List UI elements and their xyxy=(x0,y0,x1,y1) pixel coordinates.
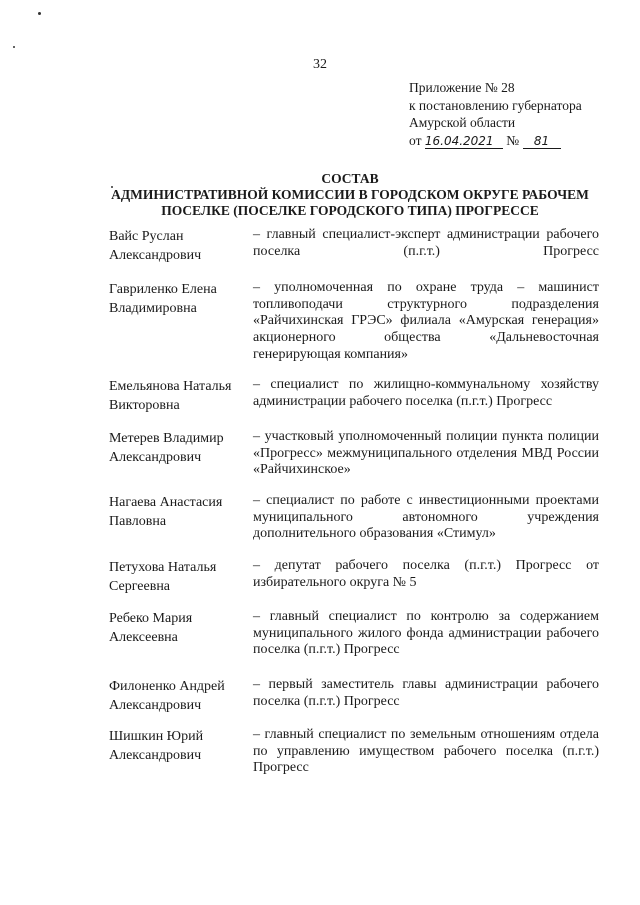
member-name-line: Александрович xyxy=(109,748,202,763)
member-name-line: Ребеко Мария xyxy=(109,611,193,626)
date-prefix: от xyxy=(409,132,422,148)
member-position: – главный специалист-эксперт администрации рабочего поселка (п.г.т.) Прогресс xyxy=(253,227,599,259)
appendix-date-line xyxy=(409,132,582,150)
member-name-line: Шишкин Юрий xyxy=(109,729,204,744)
member-position: – первый заместитель главы администрации рабочего поселка (п.г.т.) Прогресс xyxy=(253,677,599,709)
member-position: – специалист по работе с инвестиционными проектами муниципального автономного учреждения дополнительного образования «Стимул» xyxy=(253,493,599,542)
member-name-line: Нагаева Анастасия xyxy=(109,495,223,510)
member-name-line: Александрович xyxy=(109,698,202,713)
title-line-3: ПОСЕЛКЕ (ПОСЕЛКЕ ГОРОДСКОГО ТИПА) ПРОГРЕССЕ xyxy=(161,203,539,218)
member-position: – уполномоченная по охране труда – машинист топливоподачи структурного подразделения «Райчихинская ГРЭС» филиала «Амурская генерация» акционерного общества «Дальневосточная генерирующая компания» xyxy=(253,280,599,362)
member-name xyxy=(109,429,249,467)
member-position: – депутат рабочего поселка (п.г.т.) Прогресс от избирательного округа № 5 xyxy=(253,558,599,590)
member-name xyxy=(109,558,249,596)
member-position: – главный специалист по контролю за содержанием муниципального жилого фонда администрации рабочего поселка (п.г.т.) Прогресс xyxy=(253,609,599,658)
member-name-line: Гавриленко Елена xyxy=(109,282,217,297)
member-name-line: Алексеевна xyxy=(109,630,178,645)
appendix-line-2: к постановлению губернатора xyxy=(409,97,582,113)
member-name xyxy=(109,609,249,647)
member-name-line: Владимировна xyxy=(109,301,197,316)
member-name-line: Викторовна xyxy=(109,398,180,413)
member-position: – главный специалист по земельным отношениям отдела по управлению имуществом рабочего поселка (п.г.т.) Прогресс xyxy=(253,727,599,776)
scan-speck xyxy=(38,12,41,15)
member-name-line: Емельянова Наталья xyxy=(109,379,232,394)
number-label: № xyxy=(506,132,520,148)
member-name-line: Павловна xyxy=(109,514,167,529)
member-name xyxy=(109,677,249,715)
member-name xyxy=(109,727,249,765)
member-name xyxy=(109,377,249,415)
member-name-line: Александрович xyxy=(109,248,202,263)
title-line-1: СОСТАВ xyxy=(321,171,379,186)
member-name-line: Сергеевна xyxy=(109,579,171,594)
member-name-line: Филоненко Андрей xyxy=(109,679,225,694)
member-name-line: Вайс Руслан xyxy=(109,229,184,244)
title-line-2: АДМИНИСТРАТИВНОЙ КОМИССИИ В ГОРОДСКОМ ОКРУГЕ РАБОЧЕМ xyxy=(111,187,589,202)
member-name-line: Метерев Владимир xyxy=(109,431,224,446)
member-position: – специалист по жилищно-коммунальному хозяйству администрации рабочего поселка (п.г.т.) Прогресс xyxy=(253,377,599,409)
document-title xyxy=(60,171,640,219)
handwritten-number: 81 xyxy=(523,134,561,149)
appendix-line-1: Приложение № 28 xyxy=(409,80,515,95)
member-name-line: Александрович xyxy=(109,450,202,465)
page-number: 32 xyxy=(313,57,327,72)
member-name xyxy=(109,493,249,531)
member-name xyxy=(109,227,249,265)
member-position: – участковый уполномоченный полиции пункта полиции «Прогресс» межмуниципального отделения МВД России «Райчихинское» xyxy=(253,429,599,478)
scan-speck xyxy=(13,46,15,48)
handwritten-date: 16.04.2021 xyxy=(425,134,503,149)
appendix-line-3: Амурской области xyxy=(409,115,516,130)
appendix-block xyxy=(409,79,582,149)
member-name-line: Петухова Наталья xyxy=(109,560,217,575)
member-name xyxy=(109,280,249,318)
